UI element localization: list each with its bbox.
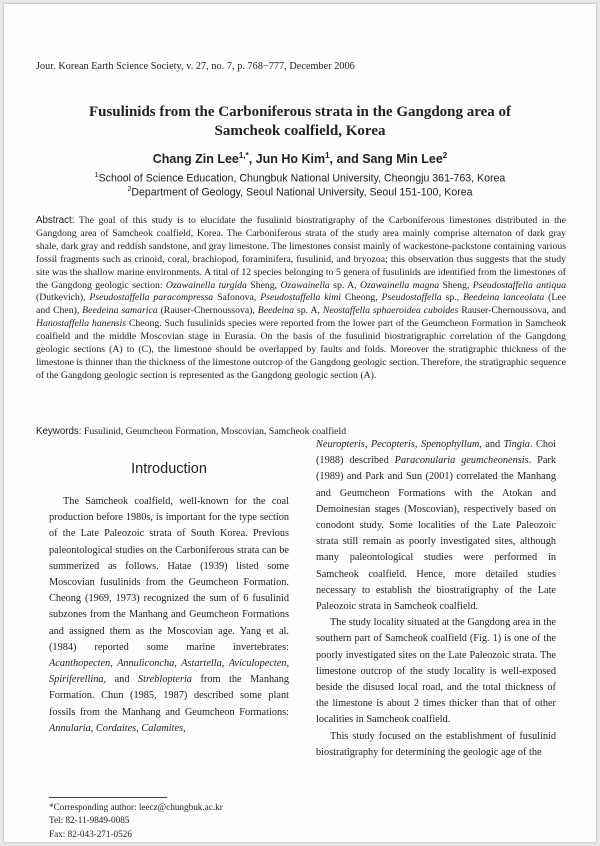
body-text: , — [286, 658, 290, 670]
abstract-text: (Rauser-Chernoussova), — [157, 305, 258, 317]
body-text: , — [183, 722, 186, 734]
title-line-1: Fusulinids from the Carboniferous strata in the Gangdong area of — [88, 104, 512, 120]
author-separator: , and — [329, 152, 363, 167]
species-name: Hanostaffella hanensis — [36, 318, 127, 330]
affiliation-mark: 1 — [94, 172, 99, 179]
abstract-text: sp. A, — [329, 279, 360, 291]
author-separator: , — [248, 152, 256, 167]
body-text: , — [136, 722, 142, 734]
affiliation-2 — [44, 186, 556, 199]
species-name: Pseudostaffella antiqua — [472, 279, 566, 291]
species-name: Beedeina lanceolata — [462, 292, 545, 304]
genus-name: Tingia — [503, 439, 530, 450]
right-column — [316, 437, 556, 761]
footnote-divider — [49, 797, 167, 798]
author-name: Sang Min Lee — [362, 152, 443, 167]
author-name: Chang Zin Lee — [152, 152, 239, 167]
abstract-text: Sheng, — [439, 279, 473, 291]
abstract-text: (Dutkevich), — [36, 292, 90, 304]
fax-note: Fax: 82-043-271-0526 — [49, 828, 132, 839]
genus-name: Annularia — [49, 722, 91, 734]
telephone-note: Tel: 82-11-9849-0085 — [49, 815, 130, 826]
genus-name: Neuropteris — [316, 439, 365, 450]
genus-name: Cordaites — [95, 722, 137, 734]
body-text: . Choi (1988) described — [316, 439, 556, 467]
species-name: Paraconularia geumcheonensis — [394, 455, 529, 467]
body-text: , — [174, 658, 182, 670]
section-heading-introduction: Introduction — [131, 461, 207, 477]
abstract-text: The goal of this study is to elucidate the fusulinid biostratigraphy of the Carboniferous limestones distributed in the Gangdong area of Samcheok coalfield, Korea. The Carboniferous strata of the study area mainly comprise alternaton of dark gray shale, dark gray and reddish sandstone, and gray limestone. The limestones consist mainly of wackestone-packstone containing various fossil fragments such as crinoid, coral, brachiopod, foraminifera, fusulinid, and bryozoa; this observation thus suggests that the study site was the shallow marine environments. A tital of 12 species belonging to 5 genera of fusulinids are identified from the limestones of the Gangdong geologic section: — [36, 215, 566, 291]
keywords-label: Keywords: — [36, 426, 82, 437]
footnotes — [49, 801, 223, 841]
journal-reference: Jour. Korean Earth Science Society, v. 27, no. 7, p. 768−777, December 2006 — [36, 61, 355, 72]
body-text: , and — [479, 439, 504, 450]
author-affil-mark: 1 — [325, 151, 330, 160]
species-name: Ozawainella magna — [359, 279, 440, 291]
abstract-text: Sheng, — [246, 279, 281, 291]
author-affil-mark: 1,* — [238, 151, 249, 160]
body-text: , and — [103, 674, 138, 686]
keywords-text: Fusulinid, Geumcheon Formation, Moscovian, Samcheok coalfield — [81, 426, 347, 437]
genus-name: Streblopteria — [138, 674, 192, 686]
abstract-text: Rauser-Chernoussova, and — [458, 305, 566, 317]
abstract-text: sp. A, — [294, 305, 323, 317]
body-text: , — [90, 722, 96, 734]
body-text: , — [414, 439, 421, 450]
affiliation-text: School of Science Education, Chungbuk National University, Cheongju 361-763, Korea — [98, 172, 506, 185]
body-paragraph: This study focused on the establishment of fusulinid biostratigraphy for determining the geologic age of the — [316, 730, 556, 758]
body-paragraph — [49, 494, 289, 737]
abstract-text: Safonova, — [213, 292, 261, 304]
species-name: Pseudostaffella paracompressa — [89, 292, 214, 304]
affiliation-mark: 2 — [127, 186, 132, 193]
body-text: , — [364, 439, 371, 450]
corresponding-author-note: *Corresponding author: leecz@chungbuk.ac.kr — [49, 802, 223, 812]
body-text: The Samcheok coalfield, well-known for the coal production before 1980s, is important for the type section of the Late Paleozoic strata of South Korea. Previous paleontological studies on the Carboniferous strata can be summerized as follows. Hatae (1939) listed some Moscovian fusulinids from the Geumcheon Formation. Cheong (1969, 1973) recognized the sum of 6 fusulinid subzones from the Manhang and Geumcheon Formations and assigned them as the Moscovian age. Yang et al. (1984) reported some marine invertebrates: — [49, 496, 289, 653]
genus-name: Spiriferellina — [49, 674, 104, 686]
genus-name: Acanthopecten — [49, 658, 111, 670]
species-name: Beedeina samarica — [82, 305, 158, 317]
species-name: Neostaffella sphaeroidea cuboides — [322, 305, 459, 317]
body-text: , — [221, 658, 229, 670]
species-name: Ozawainella — [280, 279, 330, 291]
affiliation-1 — [44, 172, 556, 185]
body-text: . Park (1989) and Park and Sun (2001) correlated the Manhang and Geumcheon Formations with the Atokan and Demoinesian stages (Moscovian), respectively based on conodont study. Some localities of the Late Paleozoic strata still remain as poorly investigated sites, although many paleontological studies were performed in Samcheok coalfield. Hence, more detailed studies necessary to establish the biostratigraphy of the Late Paleozoic strata in Samcheok coalfield. — [316, 455, 556, 613]
author-name: Jun Ho Kim — [255, 152, 326, 167]
abstract-text: sp., — [441, 292, 463, 304]
body-paragraph — [316, 437, 556, 615]
abstract-label: Abstract: — [36, 215, 75, 226]
genus-name: Calamites — [141, 722, 184, 734]
genus-name: Spenophyllum — [420, 439, 480, 450]
genus-name: Aviculopecten — [228, 658, 287, 670]
body-text: from the Manhang Formation. Chun (1985, 1987) described some plant fossils from the Manhang and Geumcheon Formations: — [49, 674, 289, 718]
body-paragraph: The study locality situated at the Gangdong area in the southern part of Samcheok coalfield (Fig. 1) is one of the poorly investigated sites on the Late Paleozoic strata. The limestone outcrop of the study locality is well-exposed beside the disused local road, and the total thickness of the limestone is about 2 times thicker than that of other localities in Samcheok coalfield. — [316, 617, 556, 726]
keywords — [36, 426, 566, 437]
body-text: , — [110, 658, 118, 670]
author-list — [44, 151, 556, 166]
species-name: Ozawainella turgida — [165, 279, 247, 291]
genus-name: Pecopteris — [370, 439, 415, 450]
abstract-text: (Lee and Chen), — [36, 292, 567, 317]
left-column — [49, 494, 289, 737]
species-name: Pseudostaffella kimi — [260, 292, 341, 304]
genus-name: Annuliconcha — [117, 658, 175, 670]
abstract-text: Cheong. Such fusulinids species were reported from the lower part of the Geumcheon Formation in Samcheok coalfield and the middle Moscovian stage in Eurasia. On the basis of the fusulinid biostratigraphic correlation of the Gangdong geologic sections (A) to (C), the limestone should be overlapped by faults and folds. Moreover the stratigraphic thickness of the limestone is thinner than the thickness of the limestone outcrop of the Gangdong geologic section. Therefore, the stratigraphic sequence of the Gangdong geologic section is represented as the Gangdong geologic section (A). — [36, 318, 566, 381]
paper-title — [44, 103, 556, 141]
abstract — [36, 215, 566, 383]
paper-page — [4, 4, 596, 842]
affiliation-text: Department of Geology, Seoul National University, Seoul 151-100, Korea — [131, 186, 473, 199]
species-name: Pseudostaffella — [381, 292, 442, 304]
author-affil-mark: 2 — [442, 151, 448, 160]
abstract-text: Cheong, — [341, 292, 382, 304]
species-name: Beedeina — [257, 305, 295, 317]
title-line-2: Samcheok coalfield, Korea — [214, 123, 386, 139]
genus-name: Astartella — [181, 658, 222, 670]
